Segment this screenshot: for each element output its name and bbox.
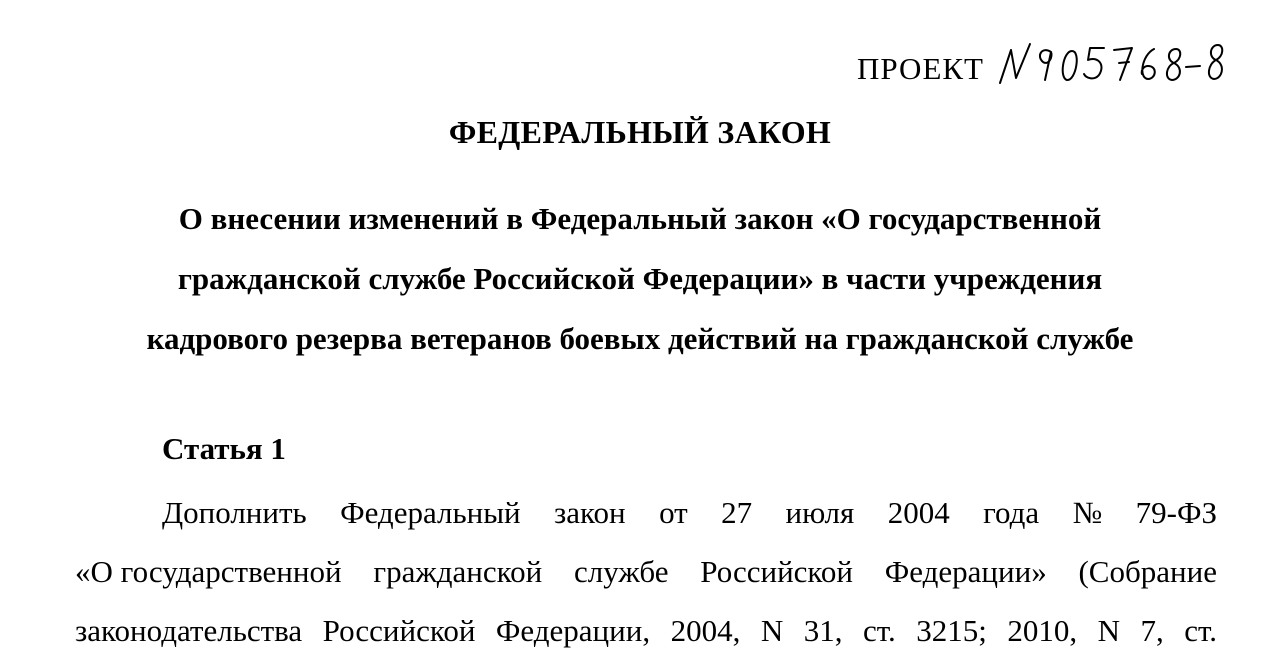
body-word: 3215; [916,613,987,648]
body-word: 79-ФЗ [1135,495,1217,530]
body-word: Дополнить [162,495,307,530]
body-word: ст. [1184,613,1217,648]
body-word: 2004, [670,613,741,648]
body-word: закон [554,495,626,530]
body-word: ст. [862,613,896,648]
body-word: июля [785,495,855,530]
body-word: 2004 [887,495,950,530]
law-subtitle [60,195,1220,375]
body-line-2 [75,546,1217,605]
article-heading: Статья 1 [162,431,286,466]
body-word: N [1097,613,1120,648]
handwritten-project-number [996,38,1234,88]
body-word: «О государственной [75,554,342,589]
body-word: 31, [803,613,843,648]
body-word: законодательства [75,613,303,648]
body-word: Федерации» [884,554,1047,589]
body-word: гражданской [373,554,543,589]
subtitle-line-3: кадрового резерва ветеранов боевых действий на гражданской службе [146,321,1134,356]
project-line [857,38,1234,88]
body-word: (Собрание [1078,554,1217,589]
body-word: 7, [1140,613,1164,648]
body-word: Федеральный [340,495,521,530]
subtitle-line-2: гражданской службе Российской Федерации» в части учреждения [177,261,1103,296]
project-label: ПРОЕКТ [857,51,984,86]
body-word: 2010, [1007,613,1078,648]
body-word: 27 [721,495,753,530]
subtitle-line-1: О внесении изменений в Федеральный закон «О государственной [178,201,1102,236]
body-word: от [659,495,688,530]
body-word: года [983,495,1040,530]
body-word: N [760,613,784,648]
article-body [75,487,1217,655]
body-line-3 [75,605,1217,655]
body-word: № [1072,495,1103,530]
body-word: Федерации, [495,613,651,648]
body-word: Российской [322,613,476,648]
body-line-1 [75,487,1217,546]
body-word: Российской [700,554,854,589]
body-word: службе [574,554,669,589]
law-title: ФЕДЕРАЛЬНЫЙ ЗАКОН [448,114,832,150]
